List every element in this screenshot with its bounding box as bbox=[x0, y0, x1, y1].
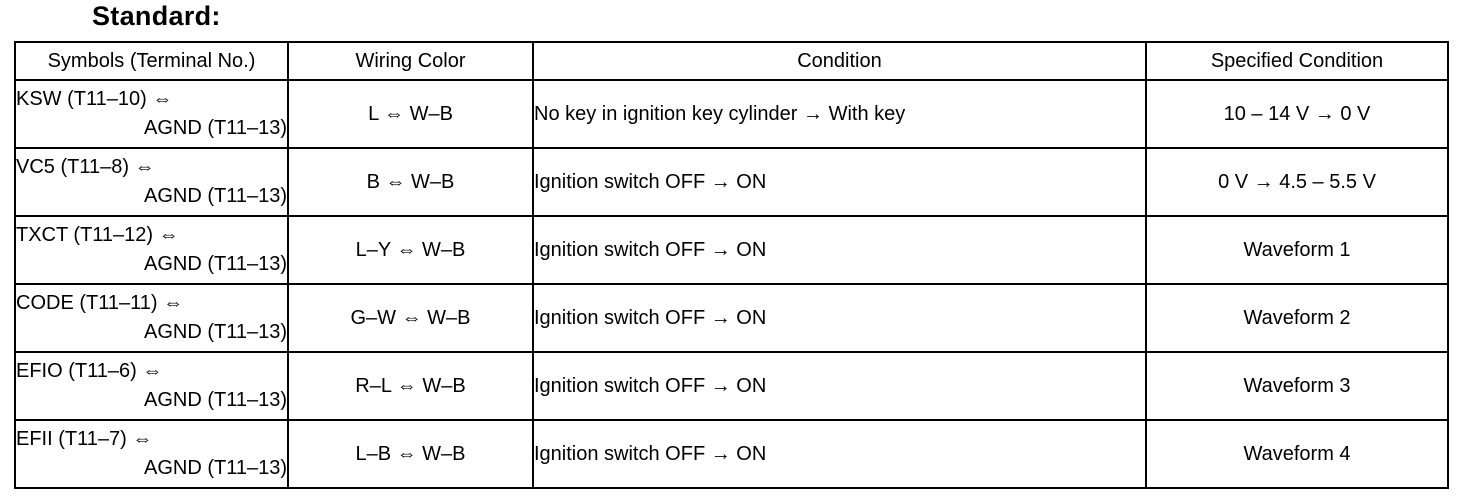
specified-condition-cell: Waveform 3 bbox=[1146, 352, 1448, 420]
page-title: Standard: bbox=[92, 1, 221, 31]
wiring-color-cell: L–Y ⇔ W–B bbox=[288, 216, 533, 284]
condition-cell: No key in ignition key cylinder → With key bbox=[533, 80, 1146, 148]
specified-condition-cell: Waveform 2 bbox=[1146, 284, 1448, 352]
condition-cell: Ignition switch OFF → ON bbox=[533, 284, 1146, 352]
table-row bbox=[15, 80, 1448, 148]
symbol-cell bbox=[15, 352, 288, 420]
table-row bbox=[15, 420, 1448, 488]
symbol-terminal: EFII (T11–7) ⇔ bbox=[16, 428, 153, 450]
symbol-ground: AGND (T11–13) bbox=[143, 389, 287, 411]
symbol-terminal: EFIO (T11–6) ⇔ bbox=[16, 360, 163, 382]
condition-cell: Ignition switch OFF → ON bbox=[533, 148, 1146, 216]
header-symbols: Symbols (Terminal No.) bbox=[15, 42, 288, 80]
specified-condition-cell: 0 V → 4.5 – 5.5 V bbox=[1146, 148, 1448, 216]
symbol-ground: AGND (T11–13) bbox=[143, 253, 287, 275]
wiring-color-cell: R–L ⇔ W–B bbox=[288, 352, 533, 420]
header-condition: Condition bbox=[533, 42, 1146, 80]
symbol-ground: AGND (T11–13) bbox=[143, 117, 287, 139]
wiring-color-cell: L ⇔ W–B bbox=[288, 80, 533, 148]
symbol-ground: AGND (T11–13) bbox=[143, 321, 287, 343]
symbol-terminal: KSW (T11–10) ⇔ bbox=[16, 88, 173, 110]
symbol-ground: AGND (T11–13) bbox=[143, 185, 287, 207]
table-header-row bbox=[15, 42, 1448, 80]
symbol-cell bbox=[15, 148, 288, 216]
condition-cell: Ignition switch OFF → ON bbox=[533, 352, 1146, 420]
condition-cell: Ignition switch OFF → ON bbox=[533, 420, 1146, 488]
symbol-terminal: VC5 (T11–8) ⇔ bbox=[16, 156, 155, 178]
table-row bbox=[15, 352, 1448, 420]
specified-condition-cell: Waveform 1 bbox=[1146, 216, 1448, 284]
wiring-color-cell: L–B ⇔ W–B bbox=[288, 420, 533, 488]
symbol-cell bbox=[15, 216, 288, 284]
wiring-color-cell: G–W ⇔ W–B bbox=[288, 284, 533, 352]
table-row bbox=[15, 148, 1448, 216]
header-wiring-color: Wiring Color bbox=[288, 42, 533, 80]
symbol-cell bbox=[15, 80, 288, 148]
wiring-color-cell: B ⇔ W–B bbox=[288, 148, 533, 216]
standard-spec-table bbox=[14, 41, 1449, 489]
symbol-ground: AGND (T11–13) bbox=[143, 457, 287, 479]
symbol-terminal: TXCT (T11–12) ⇔ bbox=[16, 224, 179, 246]
symbol-cell bbox=[15, 284, 288, 352]
table-row bbox=[15, 284, 1448, 352]
header-specified-condition: Specified Condition bbox=[1146, 42, 1448, 80]
table-row bbox=[15, 216, 1448, 284]
condition-cell: Ignition switch OFF → ON bbox=[533, 216, 1146, 284]
specified-condition-cell: Waveform 4 bbox=[1146, 420, 1448, 488]
symbol-cell bbox=[15, 420, 288, 488]
symbol-terminal: CODE (T11–11) ⇔ bbox=[16, 292, 184, 314]
specified-condition-cell: 10 – 14 V → 0 V bbox=[1146, 80, 1448, 148]
